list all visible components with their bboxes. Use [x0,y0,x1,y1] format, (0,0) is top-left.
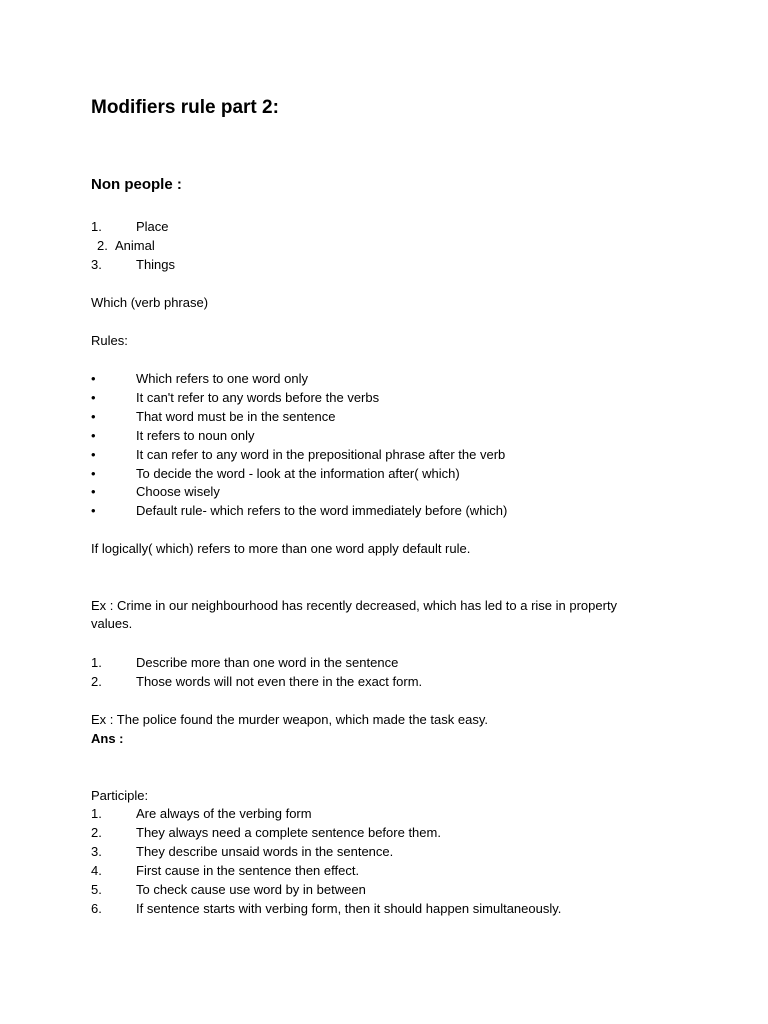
bullet-text: To decide the word - look at the information after( which) [136,466,460,481]
bullet-icon: • [91,447,96,462]
example-1-line-1: Ex : Crime in our neighbourhood has recently decreased, which has led to a rise in property [91,598,618,613]
list-number: 6. [91,901,102,916]
page-title: Modifiers rule part 2: [91,97,279,118]
list-text: Things [136,257,176,272]
example-2-line: Ex : The police found the murder weapon, which made the task easy. [91,712,488,727]
list-text: Describe more than one word in the sentence [136,655,399,670]
list-text: They describe unsaid words in the sentence. [136,844,394,859]
bullet-text: It refers to noun only [136,428,255,443]
bullet-item [91,426,691,445]
list-number: 5. [91,882,102,897]
list-text: Those words will not even there in the exact form. [136,674,423,689]
bullet-item [91,407,691,426]
list-item [91,880,691,899]
rules-label: Rules: [91,333,128,348]
bullet-text: Which refers to one word only [136,371,308,386]
bullet-item [91,369,691,388]
list-number: 3. [91,844,102,859]
bullet-text: That word must be in the sentence [136,409,336,424]
bullet-icon: • [91,466,96,481]
bullet-item [91,388,691,407]
participle-label: Participle: [91,788,149,803]
list-text: Are always of the verbing form [136,806,312,821]
non-people-heading: Non people : [91,176,182,193]
example-1-line-2: values. [91,616,133,631]
which-line: Which (verb phrase) [91,295,209,310]
list-number: 2. [97,238,108,253]
list-item [91,823,691,842]
list-number: 2. [91,825,102,840]
list-number: 1. [91,655,102,670]
list-item [91,672,691,691]
example-2-answer-label: Ans : [91,731,124,746]
bullet-icon: • [91,484,96,499]
bullet-item [91,464,691,483]
list-number: 4. [91,863,102,878]
list-text: Animal [115,238,155,253]
default-rule-note: If logically( which) refers to more than one word apply default rule. [91,541,471,556]
list-item [91,861,691,880]
list-item [91,653,691,672]
bullet-text: Choose wisely [136,484,220,499]
list-text: Place [136,219,169,234]
list-item [91,255,691,274]
bullet-item [91,482,691,501]
bullet-item [91,501,691,520]
list-text: They always need a complete sentence before them. [136,825,441,840]
list-item [91,804,691,823]
list-number: 1. [91,806,102,821]
bullet-icon: • [91,503,96,518]
list-number: 1. [91,219,102,234]
list-item [91,899,691,918]
list-text: To check cause use word by in between [136,882,366,897]
list-number: 3. [91,257,102,272]
list-item [91,236,691,255]
list-number: 2. [91,674,102,689]
bullet-item [91,445,691,464]
bullet-icon: • [91,428,96,443]
bullet-text: Default rule- which refers to the word immediately before (which) [136,503,508,518]
list-text: If sentence starts with verbing form, then it should happen simultaneously. [136,901,562,916]
list-item [91,842,691,861]
bullet-icon: • [91,409,96,424]
bullet-icon: • [91,390,96,405]
bullet-text: It can't refer to any words before the verbs [136,390,380,405]
bullet-icon: • [91,371,96,386]
list-item [91,217,691,236]
list-text: First cause in the sentence then effect. [136,863,360,878]
bullet-text: It can refer to any word in the prepositional phrase after the verb [136,447,506,462]
